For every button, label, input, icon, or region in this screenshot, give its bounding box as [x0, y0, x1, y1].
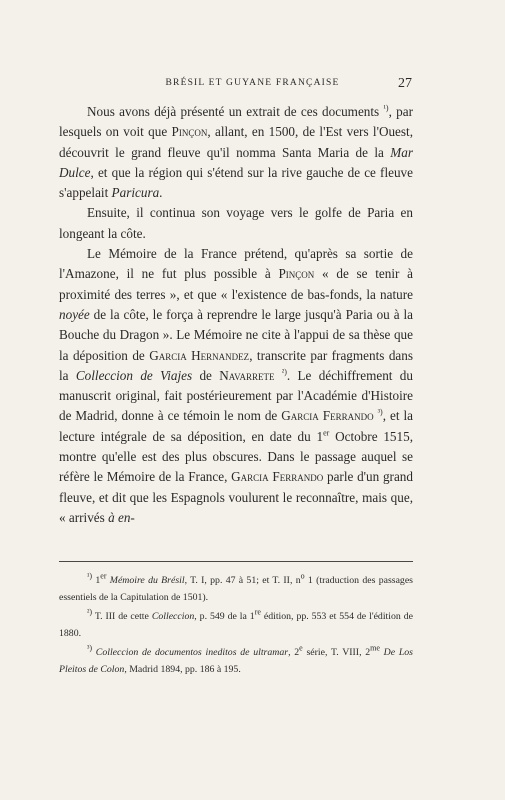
running-head-title: BRÉSIL ET GUYANE FRANÇAISE — [165, 78, 340, 88]
paragraph-1: Nous avons déjà présenté un extrait de ces documents $^{^1)}$, par lesquels on voit que Pinçon, allant, en 1500, de l'Est vers l'Ouest, découvrit le grand fleuve qu'il nomma Santa Maria de la Mar Dulce, et que la région qui s'étend sur la rive gauche de ce fleuve s'appelait Paricura. — [59, 103, 414, 201]
footnote-3: $^{^3)}$ Colleccion de documentos ineditos de ultramar, 2e série, T. VIII, $2^{me}$ De Los Pleitos de Colon, Madrid 1894, pp. 186 à 195. — [59, 644, 413, 675]
footnotes — [59, 573, 413, 682]
paragraph-3: Le Mémoire de la France prétend, qu'après sa sortie de l'Amazone, il ne fut plus possible à Pinçon « de se tenir à proximité des terres », et que « l'existence de bas-fonds, la nature noyée de la côte, le força à reprendre le large jusqu'à Paria ou à la Bouche du Dragon ». Le Mémoire ne cite à l'appui de sa thèse que la déposition de Garcia Hernandez, transcrite par fragments dans la Colleccion de Viajes de Navarrete $^{^2)}$. Le déchiffrement du manuscrit original, fait postérieurement par l'Académie d'Histoire de Madrid, donne à ce témoin le nom de Garcia Ferrando $^{^3)}$, et la lecture intégrale de sa déposition, en date du 1er Octobre 1515, montre qu'elle est des plus obscures. Dans le passage auquel se réfère le Mémoire de la France, Garcia Ferrando parle d'un grand fleuve, et dit que les Espagnols voulurent le reconnaître, mais que, « arrivés à en- — [59, 246, 414, 525]
paragraph-2: Ensuite, il continua son voyage vers le golfe de Paria en longeant la côte. — [59, 205, 413, 241]
footnote-2: $^{^2)}$ T. III de cette Colleccion, p. 549 de la 1re édition, pp. 553 et 554 de l'édition de 1880. — [59, 607, 413, 639]
running-head — [0, 77, 505, 93]
main-text — [59, 102, 413, 528]
footnote-1: $^{^1)}$ 1er Mémoire du Brésil, T. I, pp. 47 à 51; et T. II, $n^o$ 1 (traduction des passages essentiels de la Capitulation de 1501). — [59, 571, 413, 603]
footnote-rule — [59, 561, 413, 562]
page-number: 27 — [398, 76, 412, 91]
